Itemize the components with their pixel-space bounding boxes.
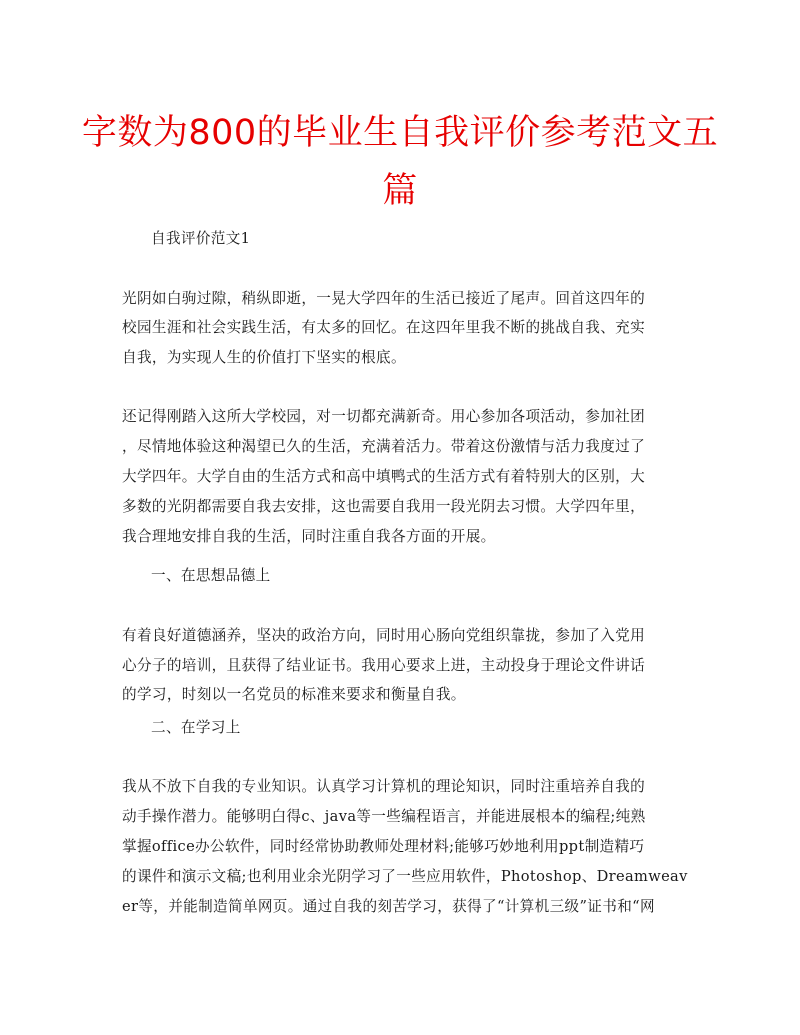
paragraph-1-line-1: 光阴如白驹过隙，稍纵即逝，一晃大学四年的生活已接近了尾声。回首这四年的	[122, 290, 646, 307]
paragraph-3-line-3: 的学习，时刻以一名党员的标准来要求和衡量自我。	[122, 686, 466, 703]
section-heading-2: 二、在学习上	[151, 719, 241, 736]
paragraph-4-line-4: 的课件和演示文稿;也利用业余光阴学习了一些应用软件，Photoshop、Dreamweav	[122, 868, 688, 885]
paragraph-4-line-1: 我从不放下自我的专业知识。认真学习计算机的理论知识，同时注重培养自我的	[122, 778, 646, 795]
paragraph-3-line-2: 心分子的培训，且获得了结业证书。我用心要求上进，主动投身于理论文件讲话	[122, 657, 646, 674]
paragraph-1-line-3: 自我，为实现人生的价值打下坚实的根底。	[122, 349, 406, 366]
paragraph-4-line-5: er等，并能制造简单网页。通过自我的刻苦学习，获得了“计算机三级”证书和“网	[122, 898, 655, 915]
paragraph-1-line-2: 校园生涯和社会实践生活，有太多的回忆。在这四年里我不断的挑战自我、充实	[122, 319, 646, 336]
paragraph-2-line-1: 还记得刚踏入这所大学校园，对一切都充满新奇。用心参加各项活动，参加社团	[122, 408, 646, 425]
paragraph-4-line-2: 动手操作潜力。能够明白得c、java等一些编程语言，并能进展根本的编程;纯熟	[122, 808, 646, 825]
section-heading-1: 一、在思想品德上	[151, 567, 271, 584]
paragraph-2-line-5: 我合理地安排自我的生活，同时注重自我各方面的开展。	[122, 528, 496, 545]
paragraph-2-line-3: 大学四年。大学自由的生活方式和高中填鸭式的生活方式有着特别大的区别，大	[122, 468, 646, 485]
document-title-line-1: 字数为800的毕业生自我评价参考范文五	[81, 113, 719, 153]
paragraph-2-line-4: 多数的光阴都需要自我去安排，这也需要自我用一段光阴去习惯。大学四年里，	[122, 498, 646, 515]
paragraph-3-line-1: 有着良好道德涵养，坚决的政治方向，同时用心肠向党组织靠拢，参加了入党用	[122, 627, 646, 644]
sample-heading: 自我评价范文1	[151, 230, 251, 247]
paragraph-4-line-3: 掌握office办公软件，同时经常协助教师处理材料;能够巧妙地利用ppt制造精巧	[122, 838, 645, 855]
document-title-line-2: 篇	[382, 171, 418, 211]
paragraph-2-line-2: ，尽情地体验这种渴望已久的生活，充满着活力。带着这份激情与活力我度过了	[122, 438, 646, 455]
